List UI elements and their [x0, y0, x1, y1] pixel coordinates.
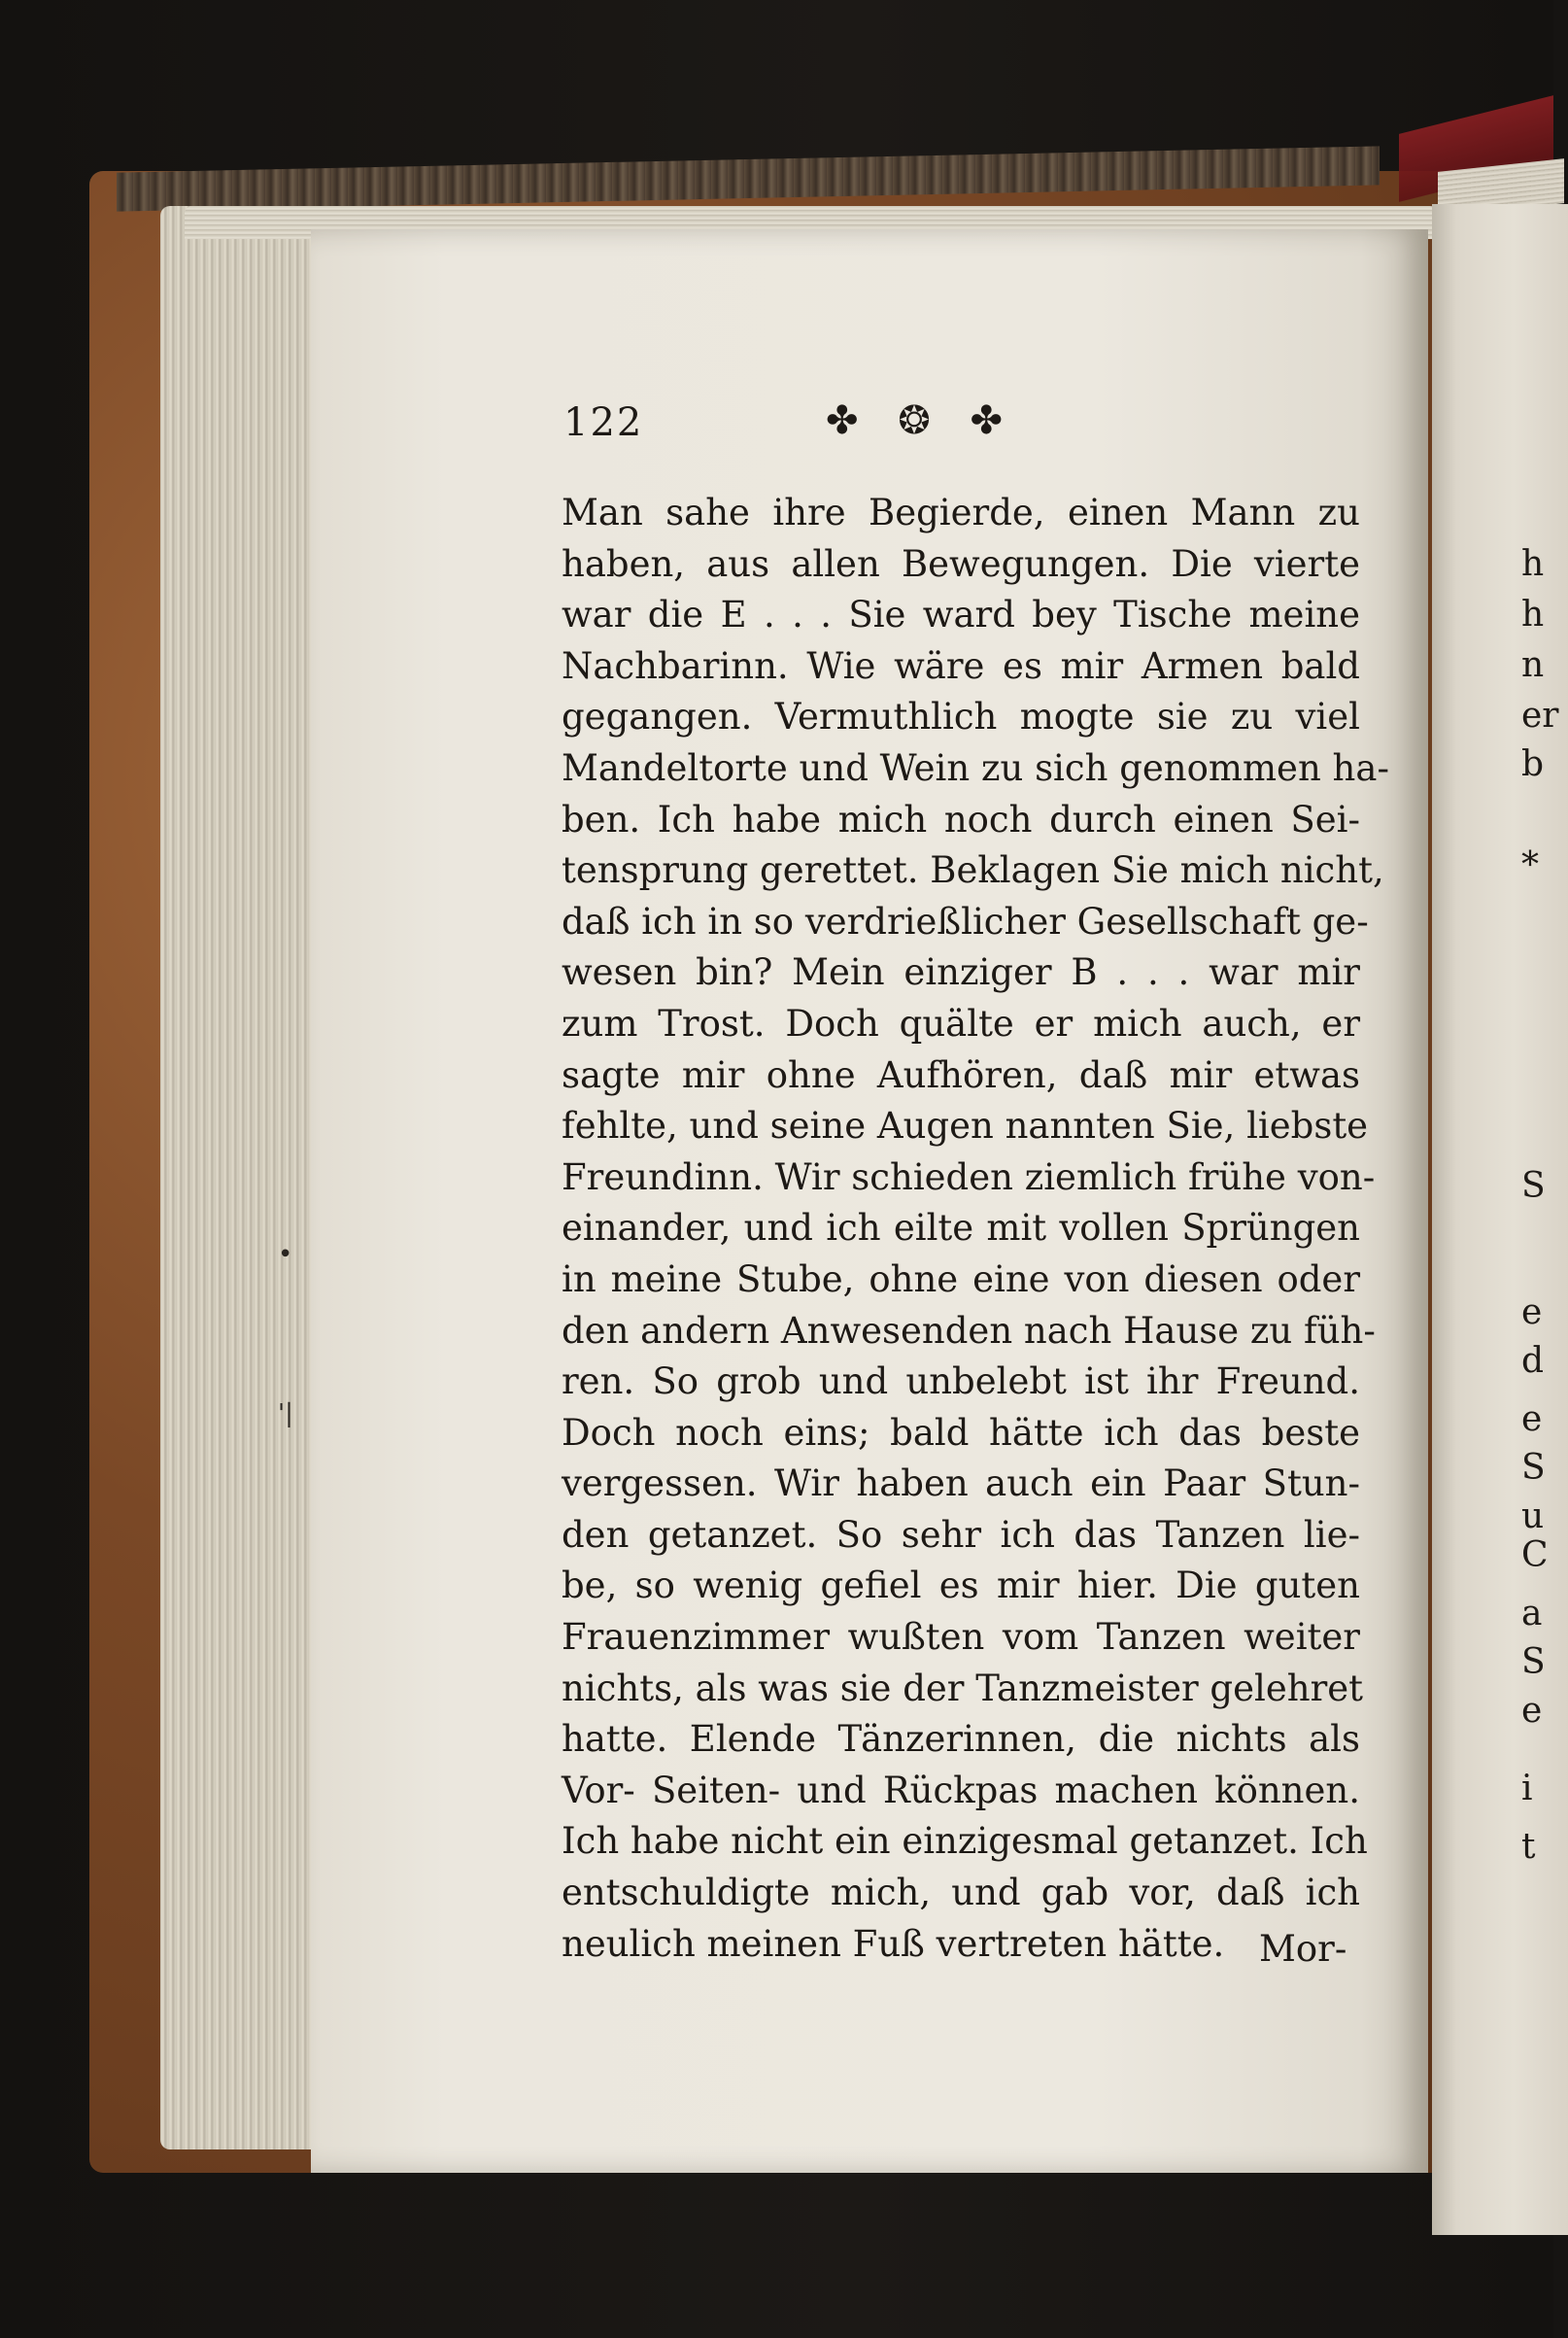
right-page-fragment: C — [1521, 1535, 1549, 1575]
right-page-fragment: e — [1521, 1292, 1543, 1332]
right-page-fragment: S — [1521, 1448, 1546, 1488]
text-line: nichts, als was sie der Tanzmeister gelehret — [562, 1667, 1364, 1709]
text-line: haben, aus allen Bewegungen. Die vierte — [562, 542, 1360, 585]
text-line: gegangen. Vermuthlich mogte sie zu viel — [562, 696, 1360, 739]
text-line: Nachbarinn. Wie wäre es mir Armen bald — [562, 644, 1360, 687]
text-line: ben. Ich habe mich noch durch einen Sei- — [562, 798, 1360, 841]
right-page-fragment: u — [1521, 1496, 1545, 1536]
page-stack-edge-left — [160, 206, 316, 2149]
page-number: 122 — [563, 400, 644, 445]
right-page-fragment: S — [1521, 1642, 1546, 1682]
text-line: neulich meinen Fuß vertreten hätte. — [562, 1922, 1225, 1965]
text-line: den getanzet. So sehr ich das Tanzen lie- — [562, 1513, 1360, 1556]
right-page-fragment: e — [1521, 1691, 1543, 1731]
right-page-fragment: i — [1521, 1769, 1533, 1808]
text-line: be, so wenig gefiel es mir hier. Die guten — [562, 1564, 1360, 1607]
right-page-fragment: S — [1521, 1166, 1546, 1206]
right-page-fragment: h — [1521, 595, 1545, 635]
right-page-fragment: t — [1521, 1827, 1536, 1867]
text-line: daß ich in so verdrießlicher Gesellschaft ge- — [562, 900, 1369, 943]
text-line: Freundinn. Wir schieden ziemlich frühe von- — [562, 1155, 1376, 1198]
text-line: Doch noch eins; bald hätte ich das beste — [562, 1411, 1360, 1454]
gutter-mark: • — [278, 1240, 293, 1269]
text-line: Ich habe nicht ein einzigesmal getanzet. Ich — [562, 1820, 1368, 1863]
text-line: war die E . . . Sie ward bey Tische meine — [562, 594, 1360, 636]
right-page-fragment: * — [1521, 845, 1539, 885]
text-line: fehlte, und seine Augen nannten Sie, liebste — [562, 1105, 1369, 1148]
text-line: den andern Anwesenden nach Hause zu füh- — [562, 1309, 1376, 1352]
text-line: ren. So grob und unbelebt ist ihr Freund. — [562, 1360, 1360, 1403]
text-line: wesen bin? Mein einziger B . . . war mir — [562, 951, 1360, 994]
catchword: Mor- — [1259, 1928, 1347, 1970]
text-line: Frauenzimmer wußten vom Tanzen weiter — [562, 1616, 1360, 1659]
text-line: zum Trost. Doch quälte er mich auch, er — [562, 1002, 1360, 1045]
right-page-fragment: d — [1521, 1341, 1545, 1381]
right-page-fragment: e — [1521, 1399, 1543, 1439]
right-page-fragment: n — [1521, 645, 1545, 685]
right-page — [1432, 204, 1568, 2235]
text-line: Man sahe ihre Begierde, einen Mann zu — [562, 492, 1360, 533]
right-page-fragment: h — [1521, 544, 1545, 584]
text-line: vergessen. Wir haben auch ein Paar Stun- — [562, 1462, 1360, 1505]
text-line: hatte. Elende Tänzerinnen, die nichts als — [562, 1718, 1360, 1761]
text-line: in meine Stube, ohne eine von diesen oder — [562, 1257, 1360, 1300]
text-line: sagte mir ohne Aufhören, daß mir etwas — [562, 1053, 1360, 1096]
gutter-mark: '| — [278, 1399, 293, 1428]
text-line: tensprung gerettet. Beklagen Sie mich nicht, — [562, 849, 1384, 892]
header-ornament: ✤ ❂ ✤ — [826, 398, 1016, 443]
right-page-fragment: er — [1521, 696, 1559, 736]
page-text — [562, 488, 1389, 1970]
text-line: einander, und ich eilte mit vollen Sprüngen — [562, 1207, 1360, 1250]
right-page-fragment: a — [1521, 1594, 1543, 1633]
running-head — [563, 400, 1088, 459]
right-page-fragment: b — [1521, 744, 1545, 784]
text-line: entschuldigte mich, und gab vor, daß ich — [562, 1872, 1360, 1914]
text-line: Mandeltorte und Wein zu sich genommen ha- — [562, 746, 1389, 789]
text-line: Vor- Seiten- und Rückpas machen können. — [562, 1769, 1360, 1811]
